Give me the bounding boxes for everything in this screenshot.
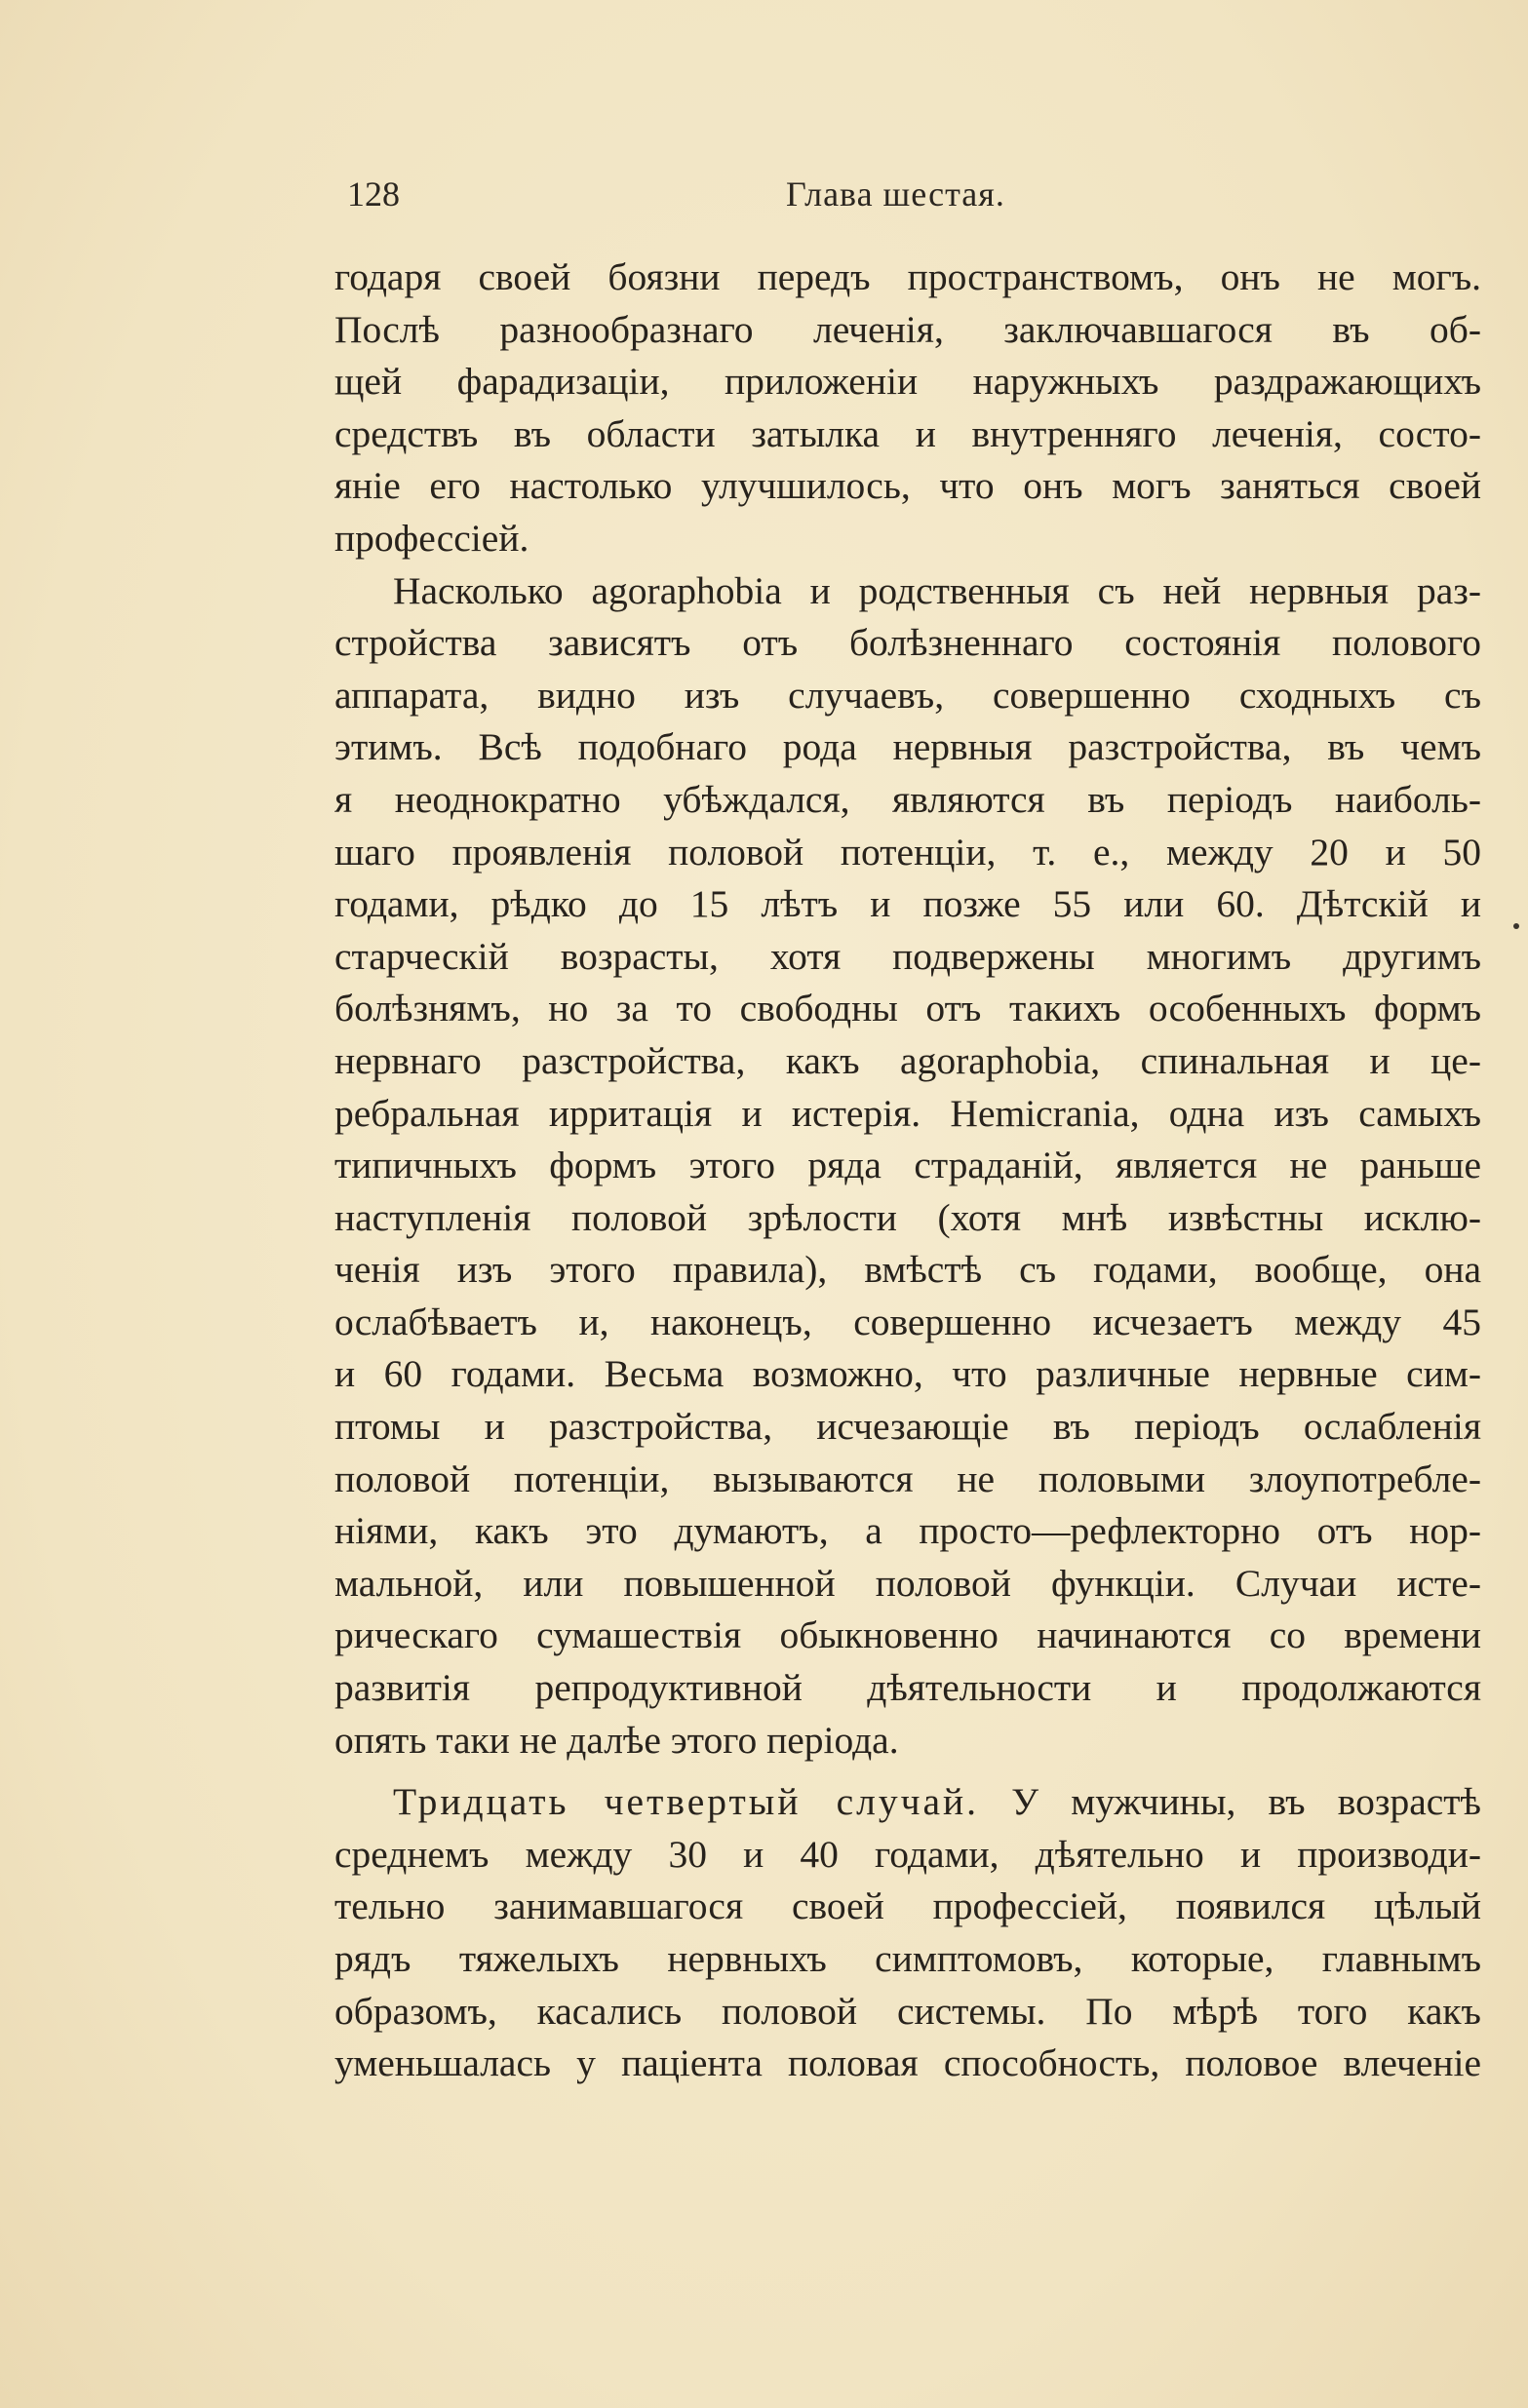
- text-line: средствъ въ области затылка и внутренняго леченія, состо-: [334, 411, 1481, 455]
- page-number: 128: [347, 175, 400, 214]
- text-line: опять таки не далѣе этого періода.: [334, 1718, 899, 1762]
- text-line: Насколько agoraphobia и родственныя съ ней нервныя раз-: [393, 568, 1481, 612]
- text-line: старческій возрасты, хотя подвержены многимъ другимъ: [334, 934, 1481, 978]
- text-line: птомы и разстройства, исчезающіе въ періодъ ослабленія: [334, 1405, 1481, 1449]
- margin-dot-mark: [1513, 923, 1519, 929]
- text-line: рядъ тяжелыхъ нервныхъ симптомовъ, которые, главнымъ: [334, 1937, 1481, 1980]
- text-line: я неоднократно убѣждался, являются въ періодъ наиболь-: [334, 777, 1481, 821]
- text-line: годами, рѣдко до 15 лѣтъ и позже 55 или 60. Дѣтскій и: [334, 882, 1481, 926]
- text-line: типичныхъ формъ этого ряда страданій, является не раньше: [334, 1144, 1481, 1187]
- text-line: ребральная ирритація и истерія. Hemicrania, одна изъ самыхъ: [334, 1091, 1481, 1135]
- text-line: годаря своей боязни передъ пространствомъ, онъ не могъ.: [334, 255, 1481, 298]
- text-line: ченія изъ этого правила), вмѣстѣ съ годами, вообще, она: [334, 1248, 1481, 1292]
- text-line: щей фарадизаціи, приложеніи наружныхъ раздражающихъ: [334, 360, 1481, 404]
- text-line: уменьшалась у паціента половая способность, половое влеченіе: [334, 2041, 1481, 2085]
- text-line: нервнаго разстройства, какъ agoraphobia, спинальная и це-: [334, 1038, 1481, 1082]
- body-text: [334, 252, 1481, 2090]
- text-line: половой потенціи, вызываются не половыми злоупотребле-: [334, 1456, 1481, 1500]
- text-line: шаго проявленія половой потенціи, т. е., между 20 и 50: [334, 830, 1481, 874]
- text-line: стройства зависятъ отъ болѣзненнаго состоянія полового: [334, 621, 1481, 665]
- text-line: Послѣ разнообразнаго леченія, заключавшагося въ об-: [334, 307, 1481, 351]
- text-line: яніе его настолько улучшилось, что онъ могъ заняться своей: [334, 464, 1481, 508]
- page-header: [347, 174, 1478, 222]
- text-line: наступленія половой зрѣлости (хотя мнѣ извѣстны исклю-: [334, 1195, 1481, 1239]
- text-line: развитія репродуктивной дѣятельности и продолжаются: [334, 1666, 1481, 1710]
- text-line: рическаго сумашествія обыкновенно начинаются со времени: [334, 1613, 1481, 1657]
- running-title: Глава шестая.: [786, 175, 1005, 214]
- text-line: болѣзнямъ, но за то свободны отъ такихъ особенныхъ формъ: [334, 987, 1481, 1030]
- case-heading: Тридцать четвертый случай.: [393, 1780, 980, 1824]
- text-line: среднемъ между 30 и 40 годами, дѣятельно и производи-: [334, 1832, 1481, 1876]
- text-line: этимъ. Всѣ подобнаго рода нервныя разстройства, въ чемъ: [334, 725, 1481, 769]
- text-line: аппарата, видно изъ случаевъ, совершенно сходныхъ съ: [334, 673, 1481, 717]
- text-line: мальной, или повышенной половой функціи. Случаи исте-: [334, 1561, 1481, 1605]
- text-fragment: У мужчины, въ возрастѣ: [979, 1780, 1481, 1824]
- text-line: образомъ, касались половой системы. По мѣрѣ того какъ: [334, 1989, 1481, 2033]
- text-line: ніями, какъ это думаютъ, а просто—рефлекторно отъ нор-: [334, 1509, 1481, 1553]
- text-line: ослабѣваетъ и, наконецъ, совершенно исчезаетъ между 45: [334, 1300, 1481, 1343]
- text-line: профессіей.: [334, 516, 529, 560]
- text-line: [334, 1776, 1481, 1829]
- text-line: и 60 годами. Весьма возможно, что различные нервные сим-: [334, 1352, 1481, 1396]
- text-line: тельно занимавшагося своей профессіей, появился цѣлый: [334, 1884, 1481, 1928]
